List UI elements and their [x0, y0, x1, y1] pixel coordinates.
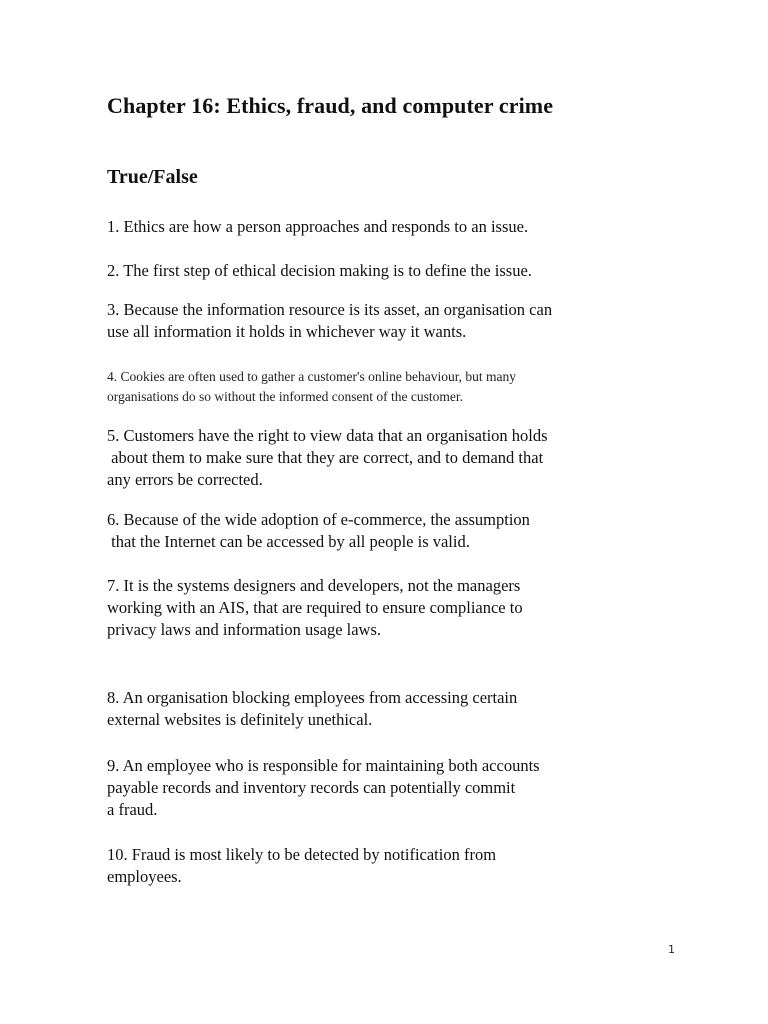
chapter-title: Chapter 16: Ethics, fraud, and computer crime — [107, 93, 554, 118]
question-3: 3. Because the information resource is its asset, an organisation can use all information it holds in whichever way it wants. — [107, 300, 553, 341]
question-7: 7. It is the systems designers and developers, not the managers working with an AIS, that are required to ensure compliance to privacy laws and information usage laws. — [107, 576, 523, 639]
question-8: 8. An organisation blocking employees from accessing certain external websites is definitely unethical. — [107, 688, 518, 729]
question-10: 10. Fraud is most likely to be detected by notification from employees. — [107, 845, 497, 886]
question-1: 1. Ethics are how a person approaches and responds to an issue. — [107, 217, 529, 236]
question-5: 5. Customers have the right to view data that an organisation holds about them to make sure that they are correct, and to demand that any errors be corrected. — [107, 426, 548, 489]
question-2: 2. The first step of ethical decision making is to define the issue. — [107, 261, 532, 280]
page-number: 1 — [668, 943, 675, 956]
question-4: 4. Cookies are often used to gather a customer's online behaviour, but many organisations do so without the informed consent of the customer. — [107, 369, 517, 404]
section-heading: True/False — [107, 166, 198, 188]
question-9: 9. An employee who is responsible for maintaining both accounts payable records and inventory records can potentially commit a fraud. — [107, 756, 540, 819]
question-6: 6. Because of the wide adoption of e-commerce, the assumption that the Internet can be accessed by all people is valid. — [107, 510, 530, 551]
